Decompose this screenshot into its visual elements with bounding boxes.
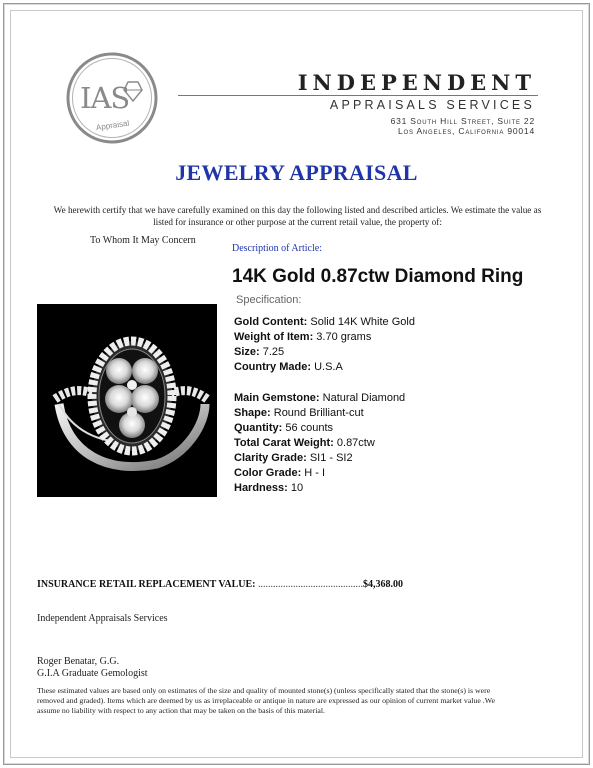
company-name: INDEPENDENT [297, 70, 536, 95]
ias-logo [66, 52, 158, 144]
item-title: 14K Gold 0.87ctw Diamond Ring [232, 266, 524, 287]
signature-block [37, 656, 148, 680]
valuation-label: INSURANCE RETAIL REPLACEMENT VALUE: [37, 579, 256, 590]
recipient: To Whom It May Concern [90, 235, 196, 246]
document-title: JEWELRY APPRAISAL [175, 160, 418, 185]
ring-photo [37, 304, 217, 497]
spec-size: Size: 7.25 [234, 346, 285, 358]
specification-label: Specification: [236, 294, 302, 306]
address-line-1: 631 South Hill Street, Suite 22 [390, 116, 535, 126]
spec-clarity: Clarity Grade: SI1 - SI2 [234, 452, 353, 464]
footer-company: Independent Appraisals Services [37, 613, 168, 624]
spec-color: Color Grade: H - I [234, 467, 326, 479]
spec-gold-content: Gold Content: Solid 14K White Gold [234, 316, 415, 328]
spec-hardness: Hardness: 10 [234, 482, 304, 494]
header-divider [178, 95, 538, 96]
logo-caption: Appraisal [95, 118, 130, 133]
logo-monogram: IAS [80, 81, 130, 115]
address-line-2: Los Angeles, California 90014 [397, 126, 535, 136]
spec-weight: Weight of Item: 3.70 grams [234, 331, 372, 343]
valuation-amount: $4,368.00 [362, 579, 403, 590]
spec-shape: Shape: Round Brilliant-cut [234, 407, 364, 419]
spec-country: Country Made: U.S.A [234, 361, 343, 373]
certification-text: We herewith certify that we have carefully examined on this day the following listed and described articles. We estimate the value as listed for insurance or other purpose at the current retail value, the property of: [53, 205, 542, 227]
valuation-dots: .......................................... [257, 579, 363, 590]
description-label: Description of Article: [232, 243, 322, 254]
signer-title: G.I.A Graduate Gemologist [37, 668, 148, 679]
spec-main-gemstone: Main Gemstone: Natural Diamond [234, 392, 406, 404]
company-subtitle: APPRAISALS SERVICES [329, 98, 535, 112]
valuation-line [37, 579, 403, 590]
spec-carat-weight: Total Carat Weight: 0.87ctw [234, 437, 375, 449]
disclaimer: These estimated values are based only on estimates of the size and quality of mounted stone(s) (unless specifically stated that the stone(s) is were removed and graded). Items which are deemed by us as irreplaceable or antique in nature are expressed as our opinion of current market value .We assume no liability with respect to any action that may be taken on the basis of this material. [37, 686, 495, 715]
signer-name: Roger Benatar, G.G. [37, 656, 120, 667]
spec-quantity: Quantity: 56 counts [234, 422, 334, 434]
